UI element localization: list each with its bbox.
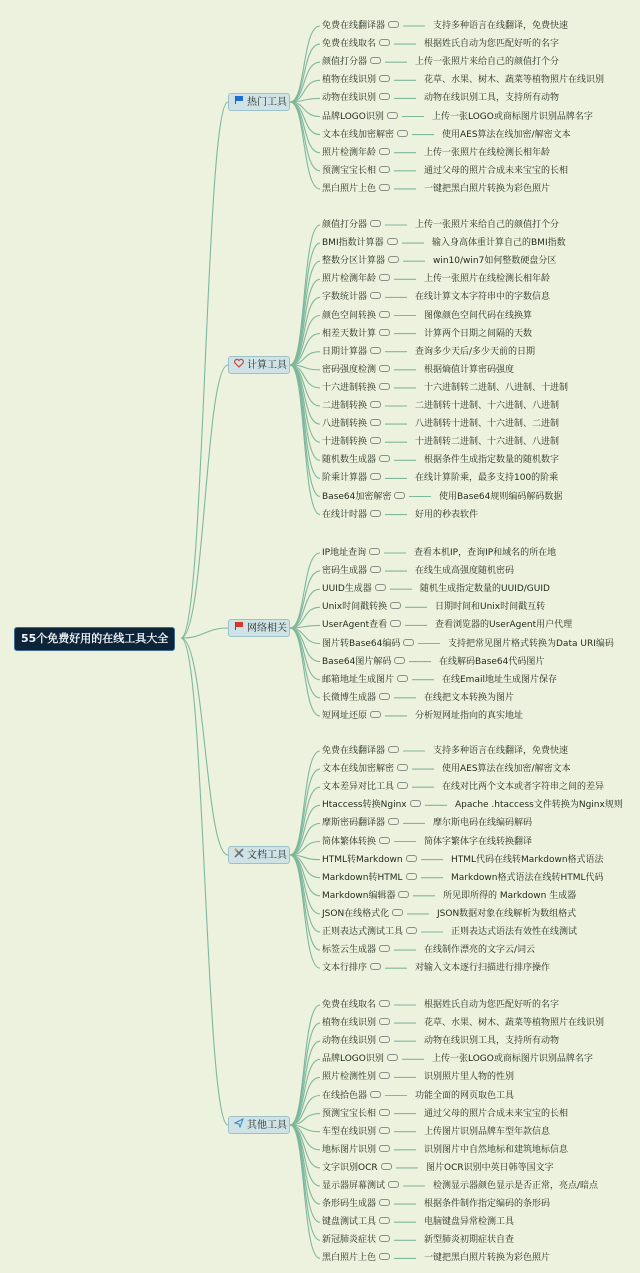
tool-item[interactable]: [322, 436, 381, 448]
tool-name[interactable]: 正则表达式测试工具: [322, 927, 404, 937]
tool-item[interactable]: [322, 1162, 392, 1174]
tool-name[interactable]: 地标图片识别: [322, 1144, 377, 1155]
tool-name[interactable]: 新冠肺炎症状: [322, 1235, 377, 1246]
link-icon[interactable]: [369, 548, 380, 555]
link-icon[interactable]: [397, 130, 408, 137]
tool-item[interactable]: [322, 854, 417, 866]
link-icon[interactable]: [388, 256, 399, 263]
link-icon[interactable]: [379, 1018, 390, 1025]
root-branch-line: [181, 365, 228, 638]
link-icon[interactable]: [397, 782, 408, 789]
tool-item[interactable]: [322, 926, 417, 938]
tool-description: 查看本机IP，查询IP和域名的所在地: [414, 548, 557, 558]
tool-description: 在线把文本转换为图片: [424, 692, 515, 703]
link-icon[interactable]: [392, 909, 403, 916]
link-icon[interactable]: [379, 274, 390, 281]
link-icon[interactable]: [388, 1181, 399, 1188]
tool-description: 十六进制转二进制、八进制、十进制: [424, 382, 569, 393]
link-icon[interactable]: [379, 329, 390, 336]
tool-item[interactable]: [322, 129, 408, 141]
link-icon[interactable]: [381, 1163, 392, 1170]
tool-description: 输入身高体重计算自己的BMI指数: [432, 238, 566, 249]
tool-name[interactable]: Base64图片解码: [322, 656, 392, 667]
link-icon[interactable]: [379, 693, 390, 700]
tool-description: 图片OCR识别中英日韩等国文字: [426, 1162, 554, 1173]
tool-description: 上传一张照片在线检测长相年龄: [424, 274, 551, 285]
tool-item[interactable]: [322, 92, 390, 104]
tool-name[interactable]: 文本差异对比工具: [322, 782, 395, 793]
tool-description: 花草、水果、树木、蔬菜等植物照片在线识别: [424, 75, 605, 86]
link-icon[interactable]: [390, 620, 401, 627]
tool-item[interactable]: [322, 674, 408, 686]
tool-description: 根据熵值计算密码强度: [424, 364, 515, 375]
link-icon[interactable]: [370, 473, 381, 480]
tool-item[interactable]: [322, 999, 390, 1011]
tool-name[interactable]: 免费在线取名: [322, 1000, 377, 1010]
tool-name[interactable]: 动物在线识别: [322, 93, 377, 104]
tool-item[interactable]: [322, 1198, 390, 1210]
tool-item[interactable]: [322, 346, 381, 358]
tool-item[interactable]: [322, 491, 405, 503]
category-node: [228, 356, 290, 374]
tool-name[interactable]: 八进制转换: [322, 419, 368, 430]
tool-item[interactable]: [322, 1108, 390, 1120]
tool-item[interactable]: [322, 1126, 390, 1138]
tool-name[interactable]: JSON在线格式化: [322, 908, 390, 919]
tool-item[interactable]: [322, 656, 405, 668]
link-icon[interactable]: [406, 855, 417, 862]
tool-item[interactable]: [322, 872, 417, 884]
tool-description: 根据条件制作指定编码的条形码: [424, 1199, 551, 1210]
tool-description: 支持多种语言在线翻译，免费快速: [433, 746, 569, 756]
tool-description: 查看浏览器的UserAgent用户代理: [435, 620, 573, 631]
category-node: [228, 93, 290, 111]
tool-name[interactable]: 阶乘计算器: [322, 473, 368, 484]
link-icon[interactable]: [370, 401, 381, 408]
tool-name[interactable]: 文本行排序: [322, 963, 368, 974]
link-icon[interactable]: [387, 1054, 398, 1061]
tool-name[interactable]: 图片转Base64编码: [322, 638, 401, 649]
tool-name[interactable]: 植物在线识别: [322, 1018, 377, 1029]
tool-description: 图像颜色空间代码在线换算: [424, 310, 533, 321]
tool-name[interactable]: 照片检测性别: [322, 1072, 377, 1083]
category-branch-line: [290, 628, 320, 680]
tool-description: 好用的秒表软件: [415, 509, 479, 520]
tool-description: 上传一张照片来给自己的颜值打个分: [415, 57, 560, 68]
tool-item[interactable]: [322, 56, 381, 68]
tool-name[interactable]: 照片检测年龄: [322, 147, 377, 158]
link-icon[interactable]: [379, 311, 390, 318]
link-icon[interactable]: [375, 584, 386, 591]
tool-name[interactable]: Markdown转HTML: [322, 872, 403, 883]
tool-item[interactable]: [322, 219, 381, 231]
tool-item[interactable]: [322, 38, 390, 50]
tool-description: 日期时间和Unix时间戳互转: [435, 602, 546, 613]
tool-description: Apache .htaccess文件转换为Nginx规则: [455, 800, 623, 811]
tool-description: 上传一张照片在线检测长相年龄: [424, 147, 551, 158]
tool-name[interactable]: UserAgent查看: [322, 620, 388, 631]
category-node: [228, 846, 290, 864]
link-icon[interactable]: [370, 1091, 381, 1098]
category-label: 热门工具: [247, 97, 287, 108]
tool-name[interactable]: 密码强度检测: [322, 364, 377, 375]
tool-description: 使用Base64规则编码解码数据: [439, 491, 563, 502]
tool-item[interactable]: [322, 1234, 390, 1246]
tool-description: 根据姓氏自动为您匹配好听的名字: [424, 39, 560, 50]
tool-item[interactable]: [322, 328, 390, 340]
tool-name[interactable]: 显示器屏幕测试: [322, 1181, 386, 1191]
tool-description: 上传一张照片来给自己的颜值打个分: [415, 220, 560, 230]
tool-item[interactable]: [322, 547, 380, 559]
root-branch-line: [181, 638, 228, 1125]
tool-name[interactable]: 日期计算器: [322, 346, 368, 357]
tool-description: 使用AES算法在线加密/解密文本: [442, 764, 571, 775]
link-icon[interactable]: [379, 39, 390, 46]
tool-name[interactable]: 品牌LOGO识别: [322, 1054, 384, 1065]
tool-item[interactable]: [322, 1017, 390, 1029]
tool-item[interactable]: [322, 908, 403, 920]
link-icon[interactable]: [370, 437, 381, 444]
category-branch-line: [290, 571, 320, 628]
tool-item[interactable]: [322, 583, 386, 595]
category-branch-line: [290, 855, 320, 950]
category-branch-line: [290, 628, 320, 698]
tool-name[interactable]: 长微博生成器: [322, 692, 377, 703]
heart-icon: [233, 357, 244, 375]
tool-name[interactable]: 十进制转换: [322, 437, 368, 448]
tool-description: 识别图片中自然地标和建筑地标信息: [424, 1144, 569, 1155]
tool-item[interactable]: [322, 418, 381, 430]
category-branch-line: [290, 751, 320, 855]
link-icon[interactable]: [379, 75, 390, 82]
tool-description: 动物在线识别工具，支持所有动物: [424, 93, 560, 104]
tool-item[interactable]: [322, 273, 390, 285]
tool-description: 上传一张LOGO或商标图片识别品牌名字: [432, 111, 593, 122]
tool-name[interactable]: 键盘测试工具: [322, 1217, 377, 1228]
flag-red-icon: [233, 620, 244, 638]
tool-description: 在线制作漂亮的文字云/词云: [424, 945, 536, 956]
tool-description: 在线计算阶乘，最多支持100的阶乘: [415, 473, 559, 484]
link-icon[interactable]: [379, 1217, 390, 1224]
tool-description: 支持把常见图片格式转换为Data URI编码: [448, 638, 614, 649]
tool-name[interactable]: Htaccess转换Nginx: [322, 800, 407, 811]
link-icon[interactable]: [406, 927, 417, 934]
tool-item[interactable]: [322, 1180, 399, 1192]
link-icon[interactable]: [390, 602, 401, 609]
tool-description: 随机生成指定数量的UUID/GUID: [420, 584, 550, 595]
tool-name[interactable]: 随机数生成器: [322, 455, 377, 466]
tool-description: 使用AES算法在线加密/解密文本: [442, 129, 571, 140]
tool-item[interactable]: [322, 745, 399, 757]
tool-description: 正则表达式语法有效性在线测试: [451, 927, 578, 937]
tool-description: 在线Email地址生成图片保存: [442, 674, 557, 685]
tool-name[interactable]: 短网址还原: [322, 710, 368, 721]
tool-name[interactable]: 整数分区计算器: [322, 256, 386, 267]
tool-item[interactable]: [322, 165, 390, 177]
tool-name[interactable]: 颜色空间转换: [322, 310, 377, 321]
tool-item[interactable]: [322, 183, 390, 195]
tool-item[interactable]: [322, 400, 381, 412]
tool-description: 在线对比两个文本或者字符串之间的差异: [442, 782, 605, 793]
category-branch-line: [290, 102, 320, 189]
link-icon[interactable]: [379, 455, 390, 462]
link-icon[interactable]: [379, 1235, 390, 1242]
tool-name[interactable]: 文本在线加密解密: [322, 764, 395, 775]
link-icon[interactable]: [379, 1000, 390, 1007]
link-icon[interactable]: [394, 657, 405, 664]
tool-item[interactable]: [322, 944, 390, 956]
link-icon[interactable]: [370, 566, 381, 573]
link-icon[interactable]: [370, 419, 381, 426]
tool-name[interactable]: 二进制转换: [322, 401, 368, 411]
link-icon[interactable]: [397, 764, 408, 771]
link-icon[interactable]: [379, 1145, 390, 1152]
tool-description: HTML代码在线转Markdown格式语法: [451, 854, 604, 865]
tool-item[interactable]: [322, 454, 390, 466]
tool-item[interactable]: [322, 364, 390, 376]
tool-description: 计算两个日期之间隔的天数: [424, 328, 533, 339]
tool-description: 查询多少天后/多少天前的日期: [415, 346, 536, 357]
link-icon[interactable]: [398, 891, 409, 898]
paper-plane-icon: [233, 1117, 244, 1135]
tool-description: Markdown格式语法在线转HTML代码: [451, 872, 604, 883]
tool-item[interactable]: [322, 890, 409, 902]
link-icon[interactable]: [387, 238, 398, 245]
tool-item[interactable]: [322, 20, 399, 32]
link-icon[interactable]: [379, 1253, 390, 1260]
category-branch-line: [290, 261, 320, 365]
tool-description: win10/win7如何整数硬盘分区: [433, 256, 557, 267]
category-label: 计算工具: [247, 360, 287, 371]
tool-item[interactable]: [322, 1090, 381, 1102]
category-branch-line: [290, 1077, 320, 1125]
tool-description: 通过父母的照片合成未来宝宝的长相: [424, 1108, 569, 1119]
tool-name[interactable]: 免费在线取名: [322, 39, 377, 50]
tool-item[interactable]: [322, 1144, 390, 1156]
tool-description: 根据姓氏自动为您匹配好听的名字: [424, 1000, 560, 1010]
tool-name[interactable]: UUID生成器: [322, 584, 372, 595]
tool-name[interactable]: 文本在线加密解密: [322, 129, 395, 140]
tool-description: 二进制转十进制、十六进制、八进制: [415, 401, 560, 411]
tool-item[interactable]: [322, 1053, 398, 1065]
tool-item[interactable]: [322, 817, 399, 829]
tool-name[interactable]: Unix时间戳转换: [322, 602, 388, 613]
link-icon[interactable]: [388, 746, 399, 753]
tool-name[interactable]: 颜值打分器: [322, 57, 368, 68]
tool-name[interactable]: HTML转Markdown: [322, 854, 403, 865]
link-icon[interactable]: [379, 837, 390, 844]
tool-name[interactable]: 摩斯密码翻译器: [322, 818, 386, 829]
tool-item[interactable]: [322, 310, 390, 322]
link-icon[interactable]: [379, 93, 390, 100]
category-label: 其他工具: [247, 1120, 287, 1131]
tool-item[interactable]: [322, 1071, 390, 1083]
tool-name[interactable]: 条形码生成器: [322, 1199, 377, 1210]
link-icon[interactable]: [379, 1036, 390, 1043]
tool-description: 在线计算文本字符串中的字数信息: [415, 292, 551, 303]
category-label: 文档工具: [247, 850, 287, 861]
tool-description: 一键把黑白照片转换为彩色照片: [424, 183, 551, 194]
link-icon[interactable]: [379, 383, 390, 390]
tool-description: 动物在线识别工具，支持所有动物: [424, 1036, 560, 1047]
tool-description: 上传图片识别品牌车型年款信息: [424, 1126, 551, 1137]
tool-name[interactable]: 免费在线翻译器: [322, 746, 386, 756]
category-label: 网络相关: [247, 623, 287, 634]
category-node: [228, 619, 290, 637]
tool-name[interactable]: 简体繁体转换: [322, 836, 377, 847]
tool-name[interactable]: 相差天数计算: [322, 328, 377, 339]
tool-name[interactable]: 邮箱地址生成图片: [322, 674, 395, 685]
tool-description: 根据条件生成指定数量的随机数字: [424, 455, 560, 466]
link-icon[interactable]: [397, 675, 408, 682]
link-icon[interactable]: [370, 57, 381, 64]
category-branch-line: [290, 102, 320, 171]
tool-name[interactable]: 车型在线识别: [322, 1126, 377, 1137]
link-icon[interactable]: [370, 292, 381, 299]
link-icon[interactable]: [388, 818, 399, 825]
link-icon[interactable]: [403, 639, 414, 646]
link-icon[interactable]: [406, 873, 417, 880]
link-icon[interactable]: [370, 347, 381, 354]
tool-name[interactable]: 黑白照片上色: [322, 1253, 377, 1264]
tool-item[interactable]: [322, 472, 381, 484]
link-icon[interactable]: [370, 220, 381, 227]
tool-description: 所见即所得的 Markdown 生成器: [443, 890, 577, 901]
tool-item[interactable]: [322, 601, 401, 613]
root-branch-line: [181, 638, 228, 855]
link-icon[interactable]: [379, 1109, 390, 1116]
tool-item[interactable]: [322, 799, 421, 811]
tools-icon: [233, 847, 244, 865]
tool-name[interactable]: 照片检测年龄: [322, 274, 377, 285]
tool-description: 功能全面的网页取色工具: [415, 1090, 515, 1101]
link-icon[interactable]: [379, 1072, 390, 1079]
link-icon[interactable]: [388, 21, 399, 28]
link-icon[interactable]: [379, 1127, 390, 1134]
tool-description: 十进制转二进制、十六进制、八进制: [415, 437, 560, 448]
link-icon[interactable]: [379, 365, 390, 372]
tool-name[interactable]: BMI指数计算器: [322, 238, 384, 249]
tool-description: 上传一张LOGO或商标图片识别品牌名字: [432, 1054, 593, 1065]
tool-name[interactable]: IP地址查询: [322, 548, 367, 558]
tool-item[interactable]: [322, 237, 398, 249]
tool-name[interactable]: Markdown编辑器: [322, 890, 396, 901]
link-icon[interactable]: [379, 148, 390, 155]
tool-name[interactable]: 品牌LOGO识别: [322, 111, 384, 122]
tool-item[interactable]: [322, 1216, 390, 1228]
link-icon[interactable]: [410, 800, 421, 807]
tool-description: 通过父母的照片合成未来宝宝的长相: [424, 165, 569, 176]
tool-item[interactable]: [322, 509, 381, 521]
tool-name[interactable]: Base64加密解密: [322, 491, 392, 502]
link-icon[interactable]: [370, 963, 381, 970]
tool-description: 电脑键盘异常检测工具: [424, 1217, 515, 1228]
tool-item[interactable]: [322, 291, 381, 303]
tool-description: 在线解码Base64代码图片: [439, 656, 545, 667]
tool-item[interactable]: [322, 255, 399, 267]
tool-item[interactable]: [322, 111, 398, 123]
flag-blue-icon: [233, 94, 244, 112]
link-icon[interactable]: [379, 945, 390, 952]
tool-description: 检测显示器颜色显示是否正常，亮点/暗点: [433, 1181, 599, 1191]
tool-item[interactable]: [322, 962, 381, 974]
tool-item[interactable]: [322, 74, 390, 86]
tool-item[interactable]: [322, 619, 401, 631]
tool-item[interactable]: [322, 382, 390, 394]
tool-name[interactable]: 黑白照片上色: [322, 183, 377, 194]
link-icon[interactable]: [370, 711, 381, 718]
tool-item[interactable]: [322, 1252, 390, 1264]
tool-description: 识别照片里人物的性别: [424, 1072, 515, 1083]
tool-name[interactable]: 免费在线翻译器: [322, 21, 386, 31]
root-branch-line: [181, 102, 228, 638]
tool-item[interactable]: [322, 1035, 390, 1047]
tool-item[interactable]: [322, 836, 390, 848]
tool-description: 新型肺炎初期症状自查: [424, 1235, 515, 1246]
tool-description: JSON数据对象在线解析为数组格式: [437, 908, 577, 919]
link-icon[interactable]: [387, 112, 398, 119]
tool-item[interactable]: [322, 147, 390, 159]
tool-name[interactable]: 在线计时器: [322, 509, 368, 520]
category-branch-line: [290, 44, 320, 102]
tool-name[interactable]: 颜值打分器: [322, 220, 368, 230]
tool-description: 分析短网址指向的真实地址: [415, 710, 524, 721]
tool-item[interactable]: [322, 763, 408, 775]
tool-item[interactable]: [322, 638, 414, 650]
link-icon[interactable]: [379, 166, 390, 173]
tool-item[interactable]: [322, 692, 390, 704]
tool-description: 在线生成高强度随机密码: [415, 566, 515, 577]
tool-name[interactable]: 预测宝宝长相: [322, 165, 377, 176]
root-node-title: 55个免费好用的在线工具大全: [14, 627, 175, 651]
tool-name[interactable]: 十六进制转换: [322, 382, 377, 393]
tool-name[interactable]: 植物在线识别: [322, 75, 377, 86]
tool-description: 花草、水果、树木、蔬菜等植物照片在线识别: [424, 1018, 605, 1029]
tool-description: 简体字繁体字在线转换翻译: [424, 836, 533, 847]
link-icon[interactable]: [379, 184, 390, 191]
tool-name[interactable]: 在线拾色器: [322, 1090, 368, 1101]
tool-description: 八进制转十进制、十六进制、二进制: [415, 419, 560, 430]
tool-name[interactable]: 标签云生成器: [322, 945, 377, 956]
link-icon[interactable]: [370, 510, 381, 517]
tool-name[interactable]: 字数统计器: [322, 292, 368, 303]
link-icon[interactable]: [379, 1199, 390, 1206]
tool-description: 支持多种语言在线翻译，免费快速: [433, 21, 569, 31]
tool-item[interactable]: [322, 565, 381, 577]
link-icon[interactable]: [394, 492, 405, 499]
tool-name[interactable]: 预测宝宝长相: [322, 1108, 377, 1119]
tool-description: 一键把黑白照片转换为彩色照片: [424, 1253, 551, 1264]
tool-item[interactable]: [322, 710, 381, 722]
category-node: [228, 1116, 290, 1134]
tool-item[interactable]: [322, 781, 408, 793]
tool-description: 摩尔斯电码在线编码解码: [433, 818, 533, 829]
category-branch-line: [290, 628, 320, 716]
tool-name[interactable]: 动物在线识别: [322, 1036, 377, 1047]
tool-description: 对输入文本逐行扫描进行排序操作: [415, 963, 551, 974]
tool-name[interactable]: 文字识别OCR: [322, 1162, 378, 1173]
tool-name[interactable]: 密码生成器: [322, 566, 368, 577]
